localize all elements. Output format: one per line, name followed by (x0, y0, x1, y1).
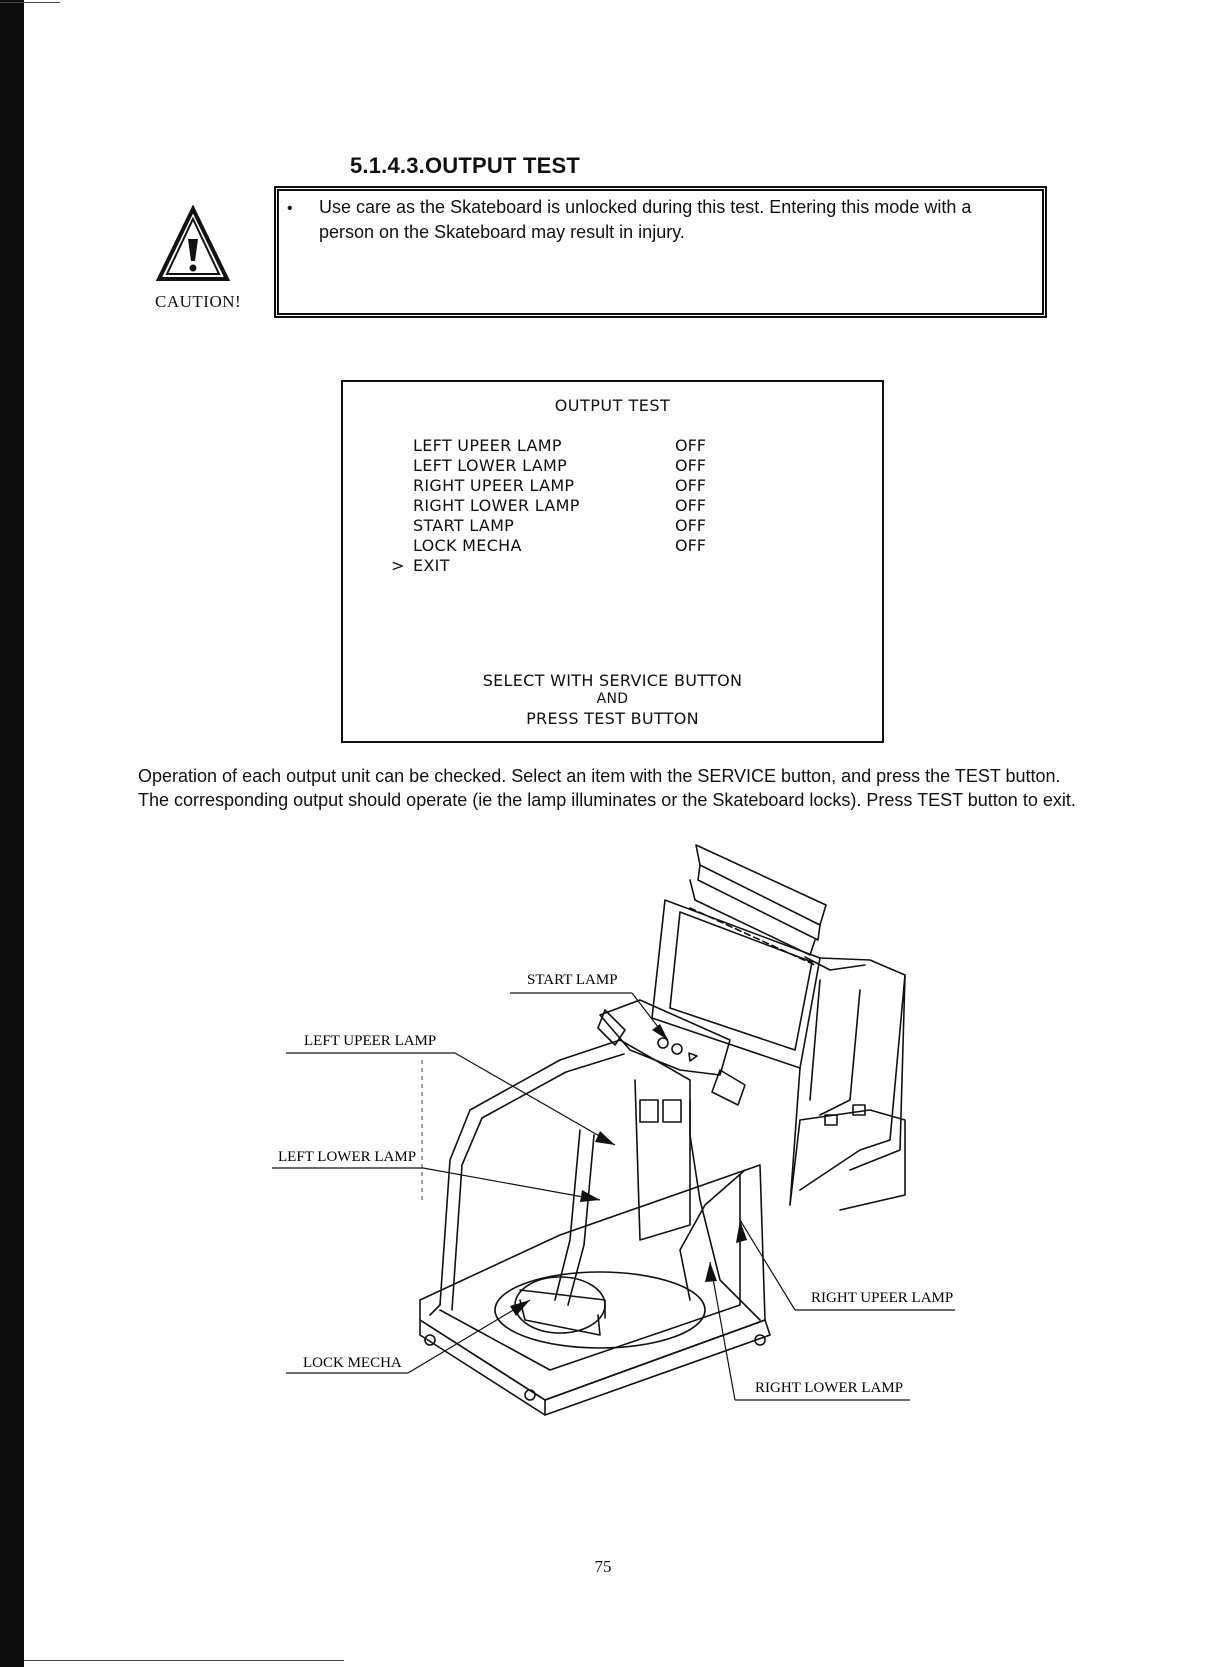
caution-text: Use care as the Skateboard is unlocked during this test. Entering this mode with a person on the Skateboard may result in injury. (319, 197, 972, 242)
cabinet-illustration (420, 845, 905, 1415)
menu-item-value: OFF (675, 476, 706, 495)
instruction-line: AND (596, 691, 629, 707)
menu-cursor-icon: > (391, 556, 405, 575)
callout-lock-mecha: LOCK MECHA (303, 1355, 402, 1371)
left-upeer-lamp-arrowhead (595, 1131, 615, 1145)
left-lower-lamp-leader (423, 1168, 600, 1200)
menu-item-label: START LAMP (413, 516, 515, 535)
caution-label: CAUTION! (155, 292, 242, 311)
menu-item-value: OFF (675, 436, 706, 455)
menu-item-label: RIGHT UPEER LAMP (413, 476, 575, 495)
scan-bottom-rule (24, 1660, 344, 1661)
instruction-line: PRESS TEST BUTTON (526, 709, 699, 728)
callout-leaders (272, 993, 955, 1400)
callout-left-upeer-lamp: LEFT UPEER LAMP (304, 1033, 437, 1049)
left-upeer-lamp-leader (455, 1053, 615, 1145)
right-lower-lamp-arrowhead (705, 1262, 717, 1282)
callout-right-upeer-lamp: RIGHT UPEER LAMP (811, 1290, 954, 1306)
section-heading: 5.1.4.3.OUTPUT TEST (350, 153, 580, 178)
description-paragraph: Operation of each output unit can be checked. Select an item with the SERVICE button, and press the TEST button. The corresponding output should operate (ie the lamp illuminates or the Skateboard locks). Press TEST button to exit. (138, 766, 1076, 810)
callout-start-lamp: START LAMP (527, 972, 618, 988)
bullet-marker: • (287, 200, 293, 217)
page-number: 75 (594, 1557, 612, 1576)
screen-title: OUTPUT TEST (554, 396, 671, 415)
right-upeer-lamp-leader (740, 1220, 795, 1310)
callout-left-lower-lamp: LEFT LOWER LAMP (278, 1149, 417, 1165)
menu-item-value: OFF (675, 536, 706, 555)
callout-right-lower-lamp: RIGHT LOWER LAMP (755, 1380, 904, 1396)
menu-item-label: EXIT (413, 556, 450, 575)
menu-item-label: LEFT UPEER LAMP (413, 436, 562, 455)
instruction-line: SELECT WITH SERVICE BUTTON (482, 671, 743, 690)
menu-item-label: LEFT LOWER LAMP (413, 456, 568, 475)
menu-item-label: RIGHT LOWER LAMP (413, 496, 580, 515)
start-lamp-arrowhead (652, 1024, 668, 1040)
menu-item-value: OFF (675, 516, 706, 535)
left-lower-lamp-arrowhead (580, 1190, 600, 1202)
menu-item-label: LOCK MECHA (413, 536, 522, 555)
menu-item-value: OFF (675, 496, 706, 515)
menu-item-value: OFF (675, 456, 706, 475)
